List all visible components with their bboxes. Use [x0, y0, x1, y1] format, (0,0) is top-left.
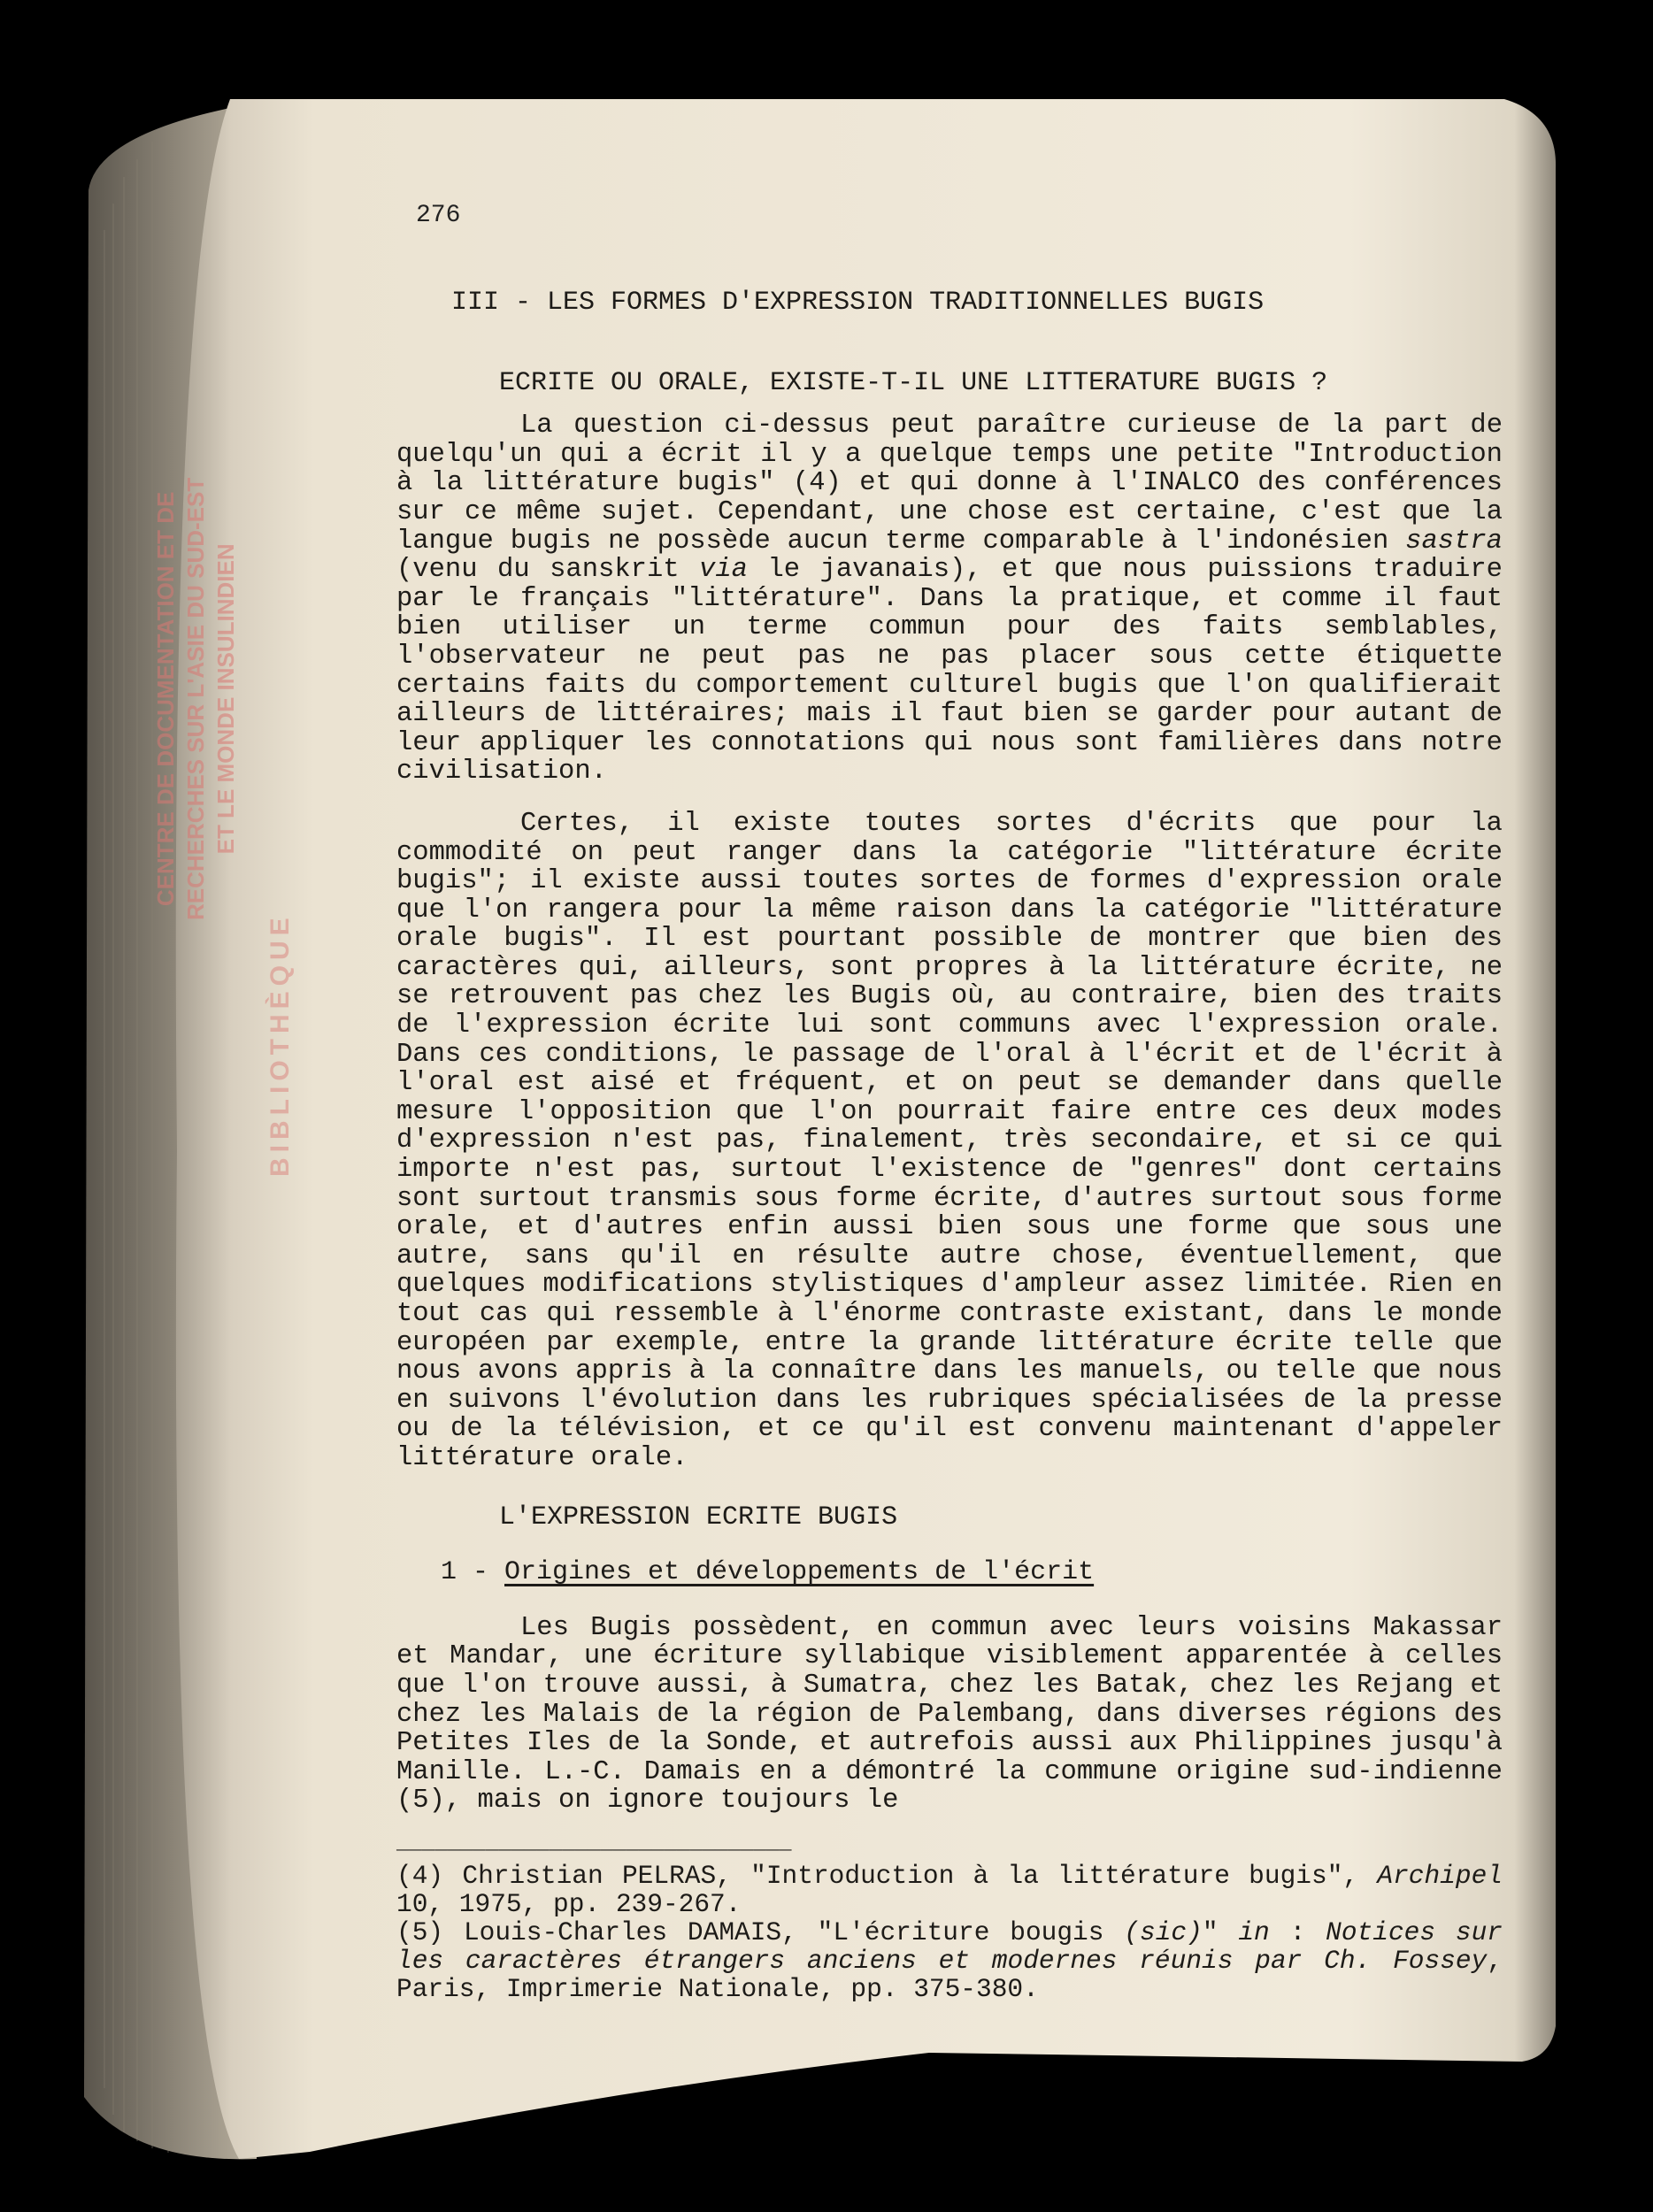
footnote-4-journal: Archipel	[1377, 1860, 1503, 1891]
paragraph-3: Les Bugis possèdent, en commun avec leurs voisins Makassar et Mandar, une écriture syllabique visiblement apparentée à celles que l'on trouve aussi, à Sumatra, chez les Batak, chez les Rejang et chez les Malais de la région de Palembang, dans diverses régions des Petites Iles de la Sonde, et autrefois aussi aux Philippines jusqu'à Manille. L.-C. Damais en a démontré la commune origine sud-indienne (5), mais on ignore toujours le	[396, 1612, 1503, 1816]
paragraph-1	[396, 411, 1503, 787]
section-title: III - LES FORMES D'EXPRESSION TRADITIONNELLES BUGIS	[451, 288, 1265, 318]
stamp-line-2: RECHERCHES SUR L'ASIE DU SUD-EST	[182, 477, 209, 920]
library-stamp	[150, 478, 241, 920]
page-body	[396, 202, 1503, 2003]
footnote-5-title: Notices sur les caractères étrangers anciens et modernes réunis par Ch. Fossey	[396, 1916, 1503, 1976]
subsection-title: Origines et développements de l'écrit	[504, 1557, 1095, 1588]
footnotes	[396, 1862, 1503, 2003]
subsection-number: 1 -	[441, 1557, 505, 1588]
footnote-5-sic: (sic)	[1124, 1916, 1203, 1947]
footnote-4	[396, 1862, 1503, 1918]
paragraph-1-text-a: La question ci-dessus peut paraître curieuse de la part de quelqu'un qui a écrit il y a quelque temps une petite "Introduction à la littérature bugis" (4) et qui donne à l'INALCO des conférences sur ce même sujet. Cependant, une chose est certaine, c'est que la langue bugis ne possède aucun terme comparable à l'indonésien	[396, 411, 1503, 557]
subsection-heading	[396, 1558, 1503, 1587]
library-stamp-secondary: BIBLIOTHÈQUE	[265, 912, 295, 1177]
footnote-rule: _______________________________	[396, 1831, 792, 1855]
paragraph-1-text-c: le javanais), et que nous puissions traduire par le français "littérature". Dans la pratique, et comme il faut bien utiliser un terme commun pour des faits semblables, l'observateur ne peut pas ne pas placer sous cette étiquette certains faits du comportement culturel bugis que l'on qualifierait ailleurs de littéraires; mais il faut bien se garder pour autant de leur appliquer les connotations qui nous sont familières dans notre civilisation.	[396, 555, 1503, 787]
footnote-5-in: in	[1238, 1916, 1270, 1947]
italic-sastra: sastra	[1405, 526, 1503, 557]
footnote-4-text-b: 10, 1975, pp. 239-267.	[396, 1888, 742, 1919]
stamp-line-3: ET LE MONDE INSULINDIEN	[212, 543, 239, 855]
paragraph-1-text-b: (venu du sanskrit	[396, 555, 700, 586]
section-2-title: L'EXPRESSION ECRITE BUGIS	[499, 1502, 898, 1532]
stamp-line-1: CENTRE DE DOCUMENTATION ET DE	[152, 491, 179, 907]
footnote-5-text-b: , Paris, Imprimerie Nationale, pp. 375-380.	[396, 1945, 1503, 2004]
subtitle: ECRITE OU ORALE, EXISTE-T-IL UNE LITTERATURE BUGIS ?	[499, 367, 1328, 398]
footnote-5	[396, 1918, 1503, 2003]
footnote-4-text-a: (4) Christian PELRAS, "Introduction à la littérature bugis",	[396, 1860, 1378, 1891]
paragraph-2: Certes, il existe toutes sortes d'écrits que pour la commodité on peut ranger dans la catégorie "littérature écrite bugis"; il existe aussi toutes sortes de formes d'expression orale que l'on rangera pour la même raison dans la catégorie "littérature orale bugis". Il est pourtant possible de montrer que bien des caractères qui, ailleurs, sont propres à la littérature écrite, ne se retrouvent pas chez les Bugis où, au contraire, bien des traits de l'expression écrite lui sont communs avec l'expression orale. Dans ces conditions, le passage de l'oral à l'écrit et de l'écrit à l'oral est aisé et fréquent, et on peut se demander dans quelle mesure l'opposition que l'on pourrait faire entre ces deux modes d'expression n'est pas, finalement, très secondaire, et si ce qui importe n'est pas, surtout l'existence de "genres" dont certains sont surtout transmis sous forme écrite, d'autres surtout sous forme orale, et d'autres enfin aussi bien sous une forme que sous une autre, sans qu'il en résulte autre chose, éventuellement, que quelques modifications stylistiques d'ampleur assez limitée. Rien en tout cas qui ressemble à l'énorme contraste existant, dans le monde européen par exemple, entre la grande littérature écrite telle que nous avons appris à la connaître dans les manuels, ou telle que nous en suivons l'évolution dans les rubriques spécialisées de la presse ou de la télévision, et ce qu'il est convenu maintenant d'appeler littérature orale.	[396, 808, 1503, 1473]
page-number: 276	[416, 202, 461, 229]
footnote-5-colon: :	[1269, 1916, 1326, 1947]
footnote-5-quote: "	[1202, 1916, 1239, 1947]
footnote-5-text-a: (5) Louis-Charles DAMAIS, "L'écriture bougis	[396, 1916, 1125, 1947]
italic-via: via	[699, 555, 748, 586]
